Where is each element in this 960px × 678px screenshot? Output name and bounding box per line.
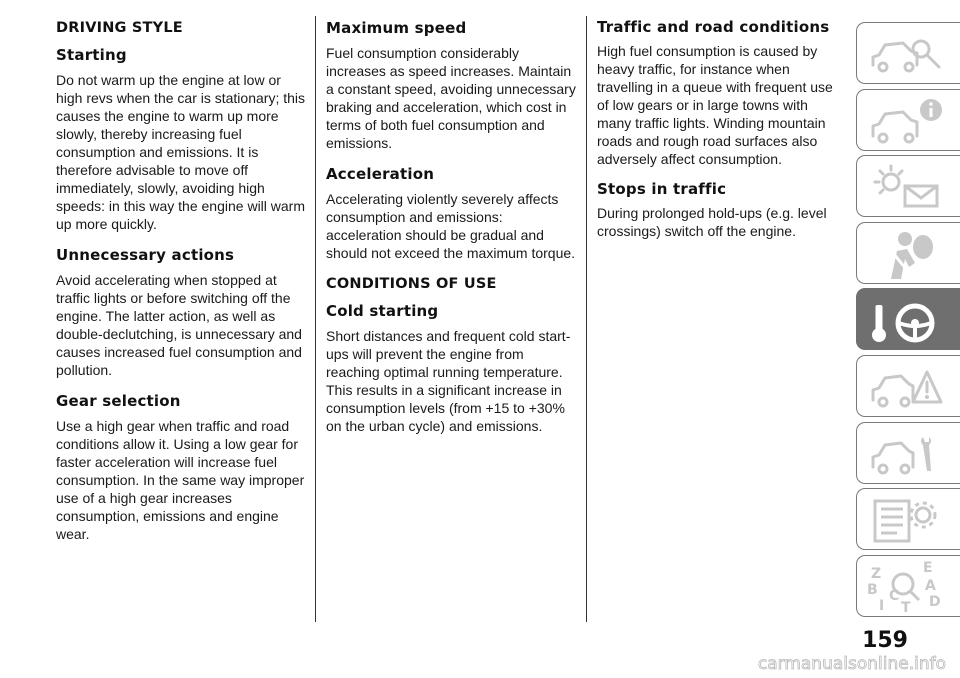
- column-2: [326, 14, 578, 449]
- technical-data-icon: [865, 493, 951, 547]
- tab-alphabetical-index[interactable]: [856, 555, 960, 617]
- paragraph-gear-selection: Use a high gear when traffic and road conditions allow it. Using a low gear for faster acceleration will increase fuel consumption. In the same way improper use of a high gear increases consumption, emissions and engine wear.: [56, 418, 305, 542]
- paragraph-unnecessary-actions: Avoid accelerating when stopped at traffic lights or before switching off the engine. The latter action, as well as double-declutching, is unnecessary and causes increased fuel consumption and pollution.: [56, 272, 302, 378]
- column-1: [56, 14, 306, 557]
- paragraph-maximum-speed: Fuel consumption considerably increases as speed increases. Maintain a constant speed, avoiding unnecessary braking and acceleration, which cost in terms of both fuel consumption and emissions.: [326, 45, 576, 151]
- column-3: [597, 14, 837, 254]
- alphabet-letter-c: C: [889, 587, 900, 604]
- paragraph-cold-starting: Short distances and frequent cold start-ups will prevent the engine from reaching optimal running temperature. This results in a significant increase in consumption levels (from +15 to +30% on the urban cycle) and emissions.: [326, 328, 571, 434]
- heading-starting: Starting: [56, 46, 127, 64]
- car-maintenance-icon: [865, 427, 951, 481]
- alphabet-letter-d: D: [929, 593, 941, 610]
- tab-knowing-your-car[interactable]: [856, 22, 960, 84]
- airbag-seatbelt-icon: [865, 227, 951, 281]
- paragraph-stops-in-traffic: During prolonged hold-ups (e.g. level crossings) switch off the engine.: [597, 205, 827, 239]
- tab-technical-specifications[interactable]: [856, 488, 960, 550]
- alphabet-letter-i: I: [879, 597, 885, 614]
- car-breakdown-icon: [865, 360, 951, 414]
- page-number: 159: [862, 628, 908, 653]
- tab-warning-lights[interactable]: [856, 155, 960, 217]
- tab-safety[interactable]: [856, 222, 960, 284]
- heading-acceleration: Acceleration: [326, 165, 435, 183]
- alphabet-letter-a: A: [925, 577, 936, 594]
- section-title-driving-style: DRIVING STYLE: [56, 20, 183, 36]
- section-title-conditions-of-use: CONDITIONS OF USE: [326, 276, 497, 292]
- warning-lights-icon: [865, 160, 951, 214]
- heading-maximum-speed: Maximum speed: [326, 19, 467, 37]
- column-divider-1: [315, 16, 316, 622]
- heading-cold-starting: Cold starting: [326, 302, 439, 320]
- heading-gear-selection: Gear selection: [56, 392, 181, 410]
- key-steering-wheel-icon: [865, 293, 951, 347]
- alphabetical-index-icon: [865, 560, 951, 614]
- paragraph-traffic-and-road-conditions: High fuel consumption is caused by heavy traffic, for instance when travelling in a queue with frequent use of low gears or in large towns with many traffic lights. Winding mountain roads and rough road surfaces also adversely affect consumption.: [597, 43, 833, 167]
- alphabet-letter-z: Z: [871, 565, 882, 582]
- alphabet-letter-b: B: [867, 581, 878, 598]
- car-info-icon: [865, 94, 951, 148]
- paragraph-acceleration: Accelerating violently severely affects consumption and emissions: acceleration should be gradual and should not exceed the maximum torque.: [326, 191, 576, 261]
- paragraph-starting: Do not warm up the engine at low or high revs when the car is stationary; this causes the engine to warm up more slowly, thereby increasing fuel consumption and emissions. It is therefore advisable to move off immediately, slowly, avoiding high speeds: in this way the engine will warm up more quickly.: [56, 72, 306, 232]
- car-search-icon: [865, 27, 951, 81]
- chapter-tabs: [856, 22, 960, 621]
- column-divider-2: [586, 16, 587, 622]
- tab-servicing-and-care[interactable]: [856, 422, 960, 484]
- heading-traffic-and-road-conditions: Traffic and road conditions: [597, 18, 830, 36]
- heading-unnecessary-actions: Unnecessary actions: [56, 246, 235, 264]
- tab-in-an-emergency[interactable]: [856, 355, 960, 417]
- alphabet-letter-t: T: [901, 599, 911, 614]
- heading-stops-in-traffic: Stops in traffic: [597, 180, 727, 198]
- alphabet-letter-e: E: [923, 559, 933, 576]
- watermark: carmanualsonline.info: [757, 654, 946, 674]
- tab-dashboard-info[interactable]: [856, 89, 960, 151]
- tab-starting-and-driving[interactable]: [856, 288, 960, 350]
